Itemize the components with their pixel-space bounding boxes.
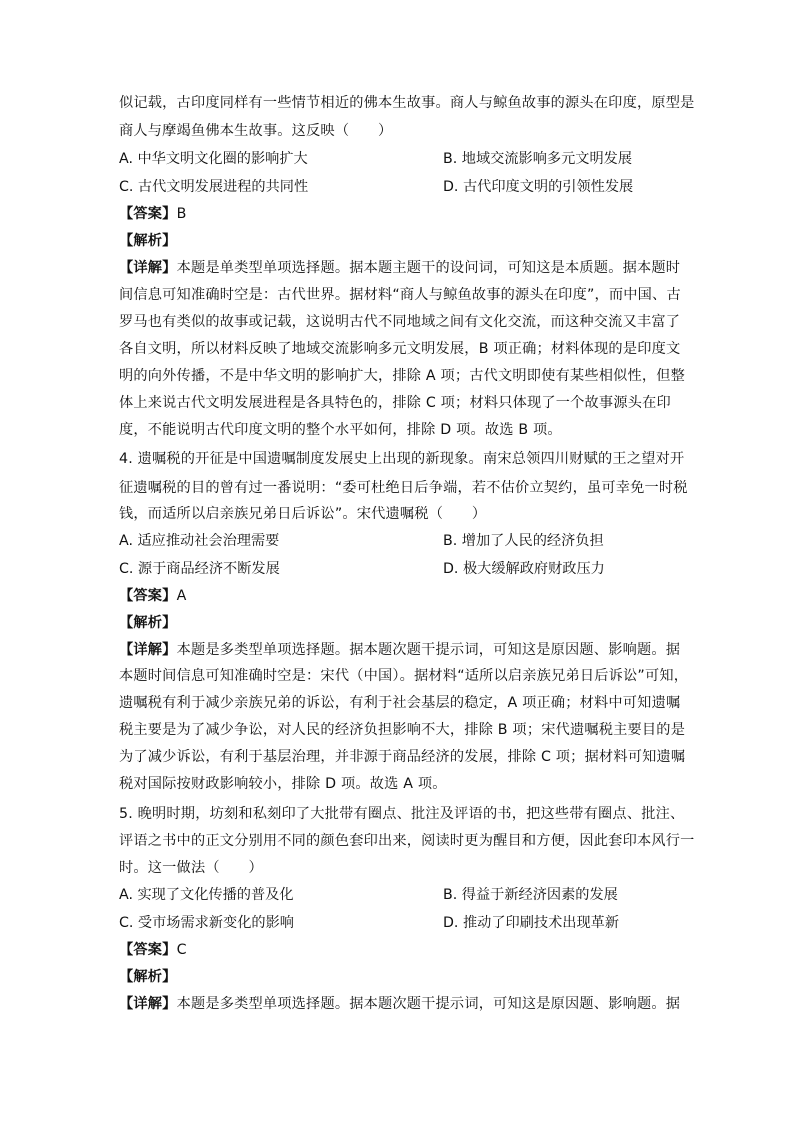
q4-stem-line-3: 钱，而适所以启亲族兄弟日后诉讼”。宋代遗嘱税（ ） — [119, 506, 487, 522]
answer-tag: 【答案】 — [119, 206, 177, 222]
q5-stem-line-2: 评语之书中的正文分别用不同的颜色套印出来，阅读时更为醒目和方便，因此套印本风行一 — [119, 833, 695, 849]
q3-detail-line-4: 各自文明，所以材料反映了地域交流影响多元文明发展，B 项正确；材料体现的是印度文 — [119, 341, 681, 357]
answer-value: C — [176, 942, 187, 958]
q5-option-c: C. 受市场需求新变化的影响 — [119, 915, 294, 931]
q3-option-d: D. 古代印度文明的引领性发展 — [443, 179, 634, 195]
q3-option-b: B. 地域交流影响多元文明发展 — [443, 151, 633, 167]
q3-detail-line-7: 度，不能说明古代印度文明的整个水平如何，排除 D 项。故选 B 项。 — [119, 422, 562, 438]
q4-option-a: A. 适应推动社会治理需要 — [119, 533, 280, 549]
q5-analysis-label — [119, 968, 679, 986]
detail-text: 本题是多类型单项选择题。据本题次题干提示词，可知这是原因题、影响题。据 — [176, 642, 681, 658]
q5-option-a: A. 实现了文化传播的普及化 — [119, 887, 294, 903]
q3-analysis-label — [119, 232, 679, 250]
intro-line-2: 商人与摩竭鱼佛本生故事。这反映（ ） — [119, 123, 393, 139]
q4-analysis-label — [119, 614, 679, 632]
q4-detail-line-1 — [119, 641, 679, 659]
q5-option-b: B. 得益于新经济因素的发展 — [443, 887, 618, 903]
q4-detail-line-6: 税对国际按财政影响较小，排除 D 项。故选 A 项。 — [119, 776, 447, 792]
q3-detail-line-3: 罗马也有类似的故事或记载，这说明古代不同地域之间有文化交流，而这种交流又丰富了 — [119, 314, 681, 330]
q5-detail-line-1 — [119, 995, 679, 1013]
q3-option-a: A. 中华文明文化圈的影响扩大 — [119, 151, 308, 167]
intro-line-1: 似记载，古印度同样有一些情节相近的佛本生故事。商人与鲸鱼故事的源头在印度，原型是 — [119, 95, 695, 111]
detail-text: 本题是多类型单项选择题。据本题次题干提示词，可知这是原因题、影响题。据 — [176, 996, 681, 1012]
analysis-label: 【解析】 — [119, 233, 177, 249]
analysis-label: 【解析】 — [119, 969, 177, 985]
q4-option-d: D. 极大缓解政府财政压力 — [443, 561, 605, 577]
q5-answer — [119, 941, 679, 959]
q4-stem-line-2: 征遗嘱税的目的曾有过一番说明：“委可杜绝日后争端，若不估价立契约，虽可幸免一时税 — [119, 480, 688, 496]
q3-answer — [119, 205, 679, 223]
q5-stem-line-1: 5. 晚明时期，坊刻和私刻印了大批带有圈点、批注及评语的书，把这些带有圈点、批注、 — [119, 806, 685, 822]
q4-detail-line-2: 本题时间信息可知准确时空是：宋代（中国）。据材料“适所以启亲族兄弟日后诉讼”可知， — [119, 668, 689, 684]
analysis-label: 【解析】 — [119, 615, 177, 631]
q5-option-d: D. 推动了印刷技术出现革新 — [443, 915, 620, 931]
answer-tag: 【答案】 — [119, 588, 177, 604]
detail-tag: 【详解】 — [119, 260, 177, 276]
detail-tag: 【详解】 — [119, 642, 177, 658]
answer-value: A — [176, 588, 187, 604]
q5-stem-line-3: 时。这一做法（ ） — [119, 860, 263, 876]
detail-text: 本题是单类型单项选择题。据本题主题干的设问词，可知这是本质题。据本题时 — [176, 260, 681, 276]
answer-value: B — [176, 206, 187, 222]
q4-option-c: C. 源于商品经济不断发展 — [119, 561, 280, 577]
q3-detail-line-5: 明的向外传播，不是中华文明的影响扩大，排除 A 项；古代文明即使有某些相似性，但整 — [119, 368, 686, 384]
q4-answer — [119, 587, 679, 605]
q4-detail-line-3: 遗嘱税有利于减少亲族兄弟的诉讼，有利于社会基层的稳定，A 项正确；材料中可知遗嘱 — [119, 695, 681, 711]
detail-tag: 【详解】 — [119, 996, 177, 1012]
q3-option-c: C. 古代文明发展进程的共同性 — [119, 179, 309, 195]
q4-stem-line-1: 4. 遗嘱税的开征是中国遗嘱制度发展史上出现的新现象。南宋总领四川财赋的王之望对开 — [119, 451, 685, 467]
q3-detail-line-1 — [119, 259, 679, 277]
q4-detail-line-4: 税主要是为了减少争讼，对人民的经济负担影响不大，排除 B 项；宋代遗嘱税主要目的是 — [119, 722, 686, 738]
q3-detail-line-6: 体上来说古代文明发展进程是各具特色的，排除 C 项；材料只体现了一个故事源头在印 — [119, 395, 671, 411]
q4-option-b: B. 增加了人民的经济负担 — [443, 533, 604, 549]
q4-detail-line-5: 为了减少诉讼，有利于基层治理，并非源于商品经济的发展，排除 C 项；据材料可知遗嘱 — [119, 749, 686, 765]
answer-tag: 【答案】 — [119, 942, 177, 958]
q3-detail-line-2: 间信息可知准确时空是：古代世界。据材料“商人与鲸鱼故事的源头在印度”，而中国、古 — [119, 287, 681, 303]
